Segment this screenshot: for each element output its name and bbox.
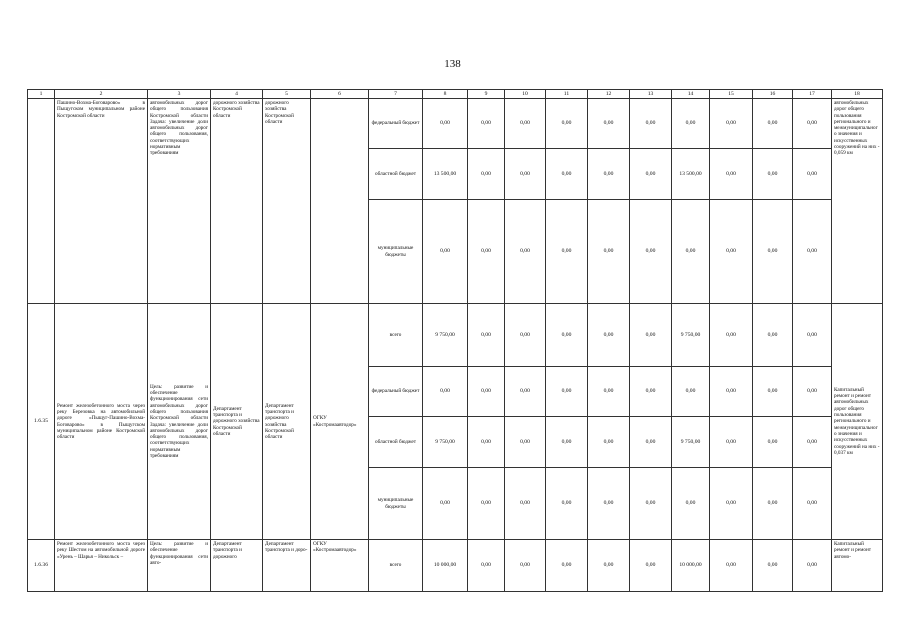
value-cell: 0,00 — [505, 99, 546, 149]
value-cell: 0,00 — [630, 200, 672, 304]
value-cell: 0,00 — [468, 149, 505, 200]
value-cell: 0,00 — [423, 99, 468, 149]
value-cell: 0,00 — [468, 468, 505, 540]
value-cell: 0,00 — [630, 468, 672, 540]
column-number-cell: 4 — [211, 90, 263, 99]
value-cell: 13 500,00 — [672, 149, 710, 200]
value-cell: 0,00 — [546, 468, 588, 540]
value-cell: 10 000,00 — [423, 540, 468, 592]
value-cell: 0,00 — [588, 468, 630, 540]
value-cell: 0,00 — [710, 99, 753, 149]
value-cell: 0,00 — [793, 200, 832, 304]
value-cell: 0,00 — [630, 149, 672, 200]
value-cell: 0,00 — [793, 99, 832, 149]
value-cell: 0,00 — [468, 200, 505, 304]
value-cell: 0,00 — [630, 99, 672, 149]
source-cell: федеральный бюджет — [369, 367, 423, 417]
column-number-cell: 7 — [369, 90, 423, 99]
value-cell: 9 750,00 — [672, 417, 710, 468]
value-cell: 0,00 — [672, 200, 710, 304]
column-number-cell: 15 — [710, 90, 753, 99]
column-number-cell: 18 — [832, 90, 883, 99]
value-cell: 0,00 — [753, 367, 793, 417]
value-cell: 0,00 — [546, 540, 588, 592]
value-cell: 0,00 — [468, 417, 505, 468]
executor-cell — [311, 99, 369, 304]
value-cell: 0,00 — [630, 417, 672, 468]
value-cell: 0,00 — [546, 304, 588, 367]
value-cell: 0,00 — [710, 304, 753, 367]
source-cell: всего — [369, 540, 423, 592]
result-cell: Капитальный ремонт и ремонт автомо- — [832, 540, 883, 592]
value-cell: 0,00 — [630, 540, 672, 592]
value-cell: 0,00 — [423, 367, 468, 417]
value-cell: 0,00 — [505, 200, 546, 304]
value-cell: 0,00 — [588, 304, 630, 367]
value-cell: 0,00 — [588, 99, 630, 149]
executor-cell: ОГКУ «Костромаавтодор» — [311, 304, 369, 540]
activity-name-cell: Ремонт железобетонного моста через реку Березовка на автомобильной дороге «Пыщуг-Пашино-Вохма-Боговарово» в Пыщугском муниципальном районе Костромской области — [55, 304, 148, 540]
row-number-cell: 1.6.36 — [28, 540, 55, 592]
value-cell: 0,00 — [630, 304, 672, 367]
source-cell: областной бюджет — [369, 417, 423, 468]
executor-cell: ОГКУ «Костромаавтодор» — [311, 540, 369, 592]
administrator-cell: дорожного хозяйства Костромской области — [211, 99, 263, 304]
column-number-cell: 14 — [672, 90, 710, 99]
value-cell: 0,00 — [793, 540, 832, 592]
column-number-cell: 9 — [468, 90, 505, 99]
goal-cell: автомобильных дорог общего пользования Костромской области Задача: увеличение доли автомобильных дорог общего пользования, соответствующих нормативным требованиям — [148, 99, 211, 304]
value-cell: 0,00 — [505, 540, 546, 592]
value-cell: 0,00 — [793, 367, 832, 417]
value-cell: 0,00 — [672, 367, 710, 417]
column-number-cell: 11 — [546, 90, 588, 99]
value-cell: 0,00 — [710, 540, 753, 592]
value-cell: 0,00 — [753, 417, 793, 468]
value-cell: 0,00 — [793, 304, 832, 367]
table-row — [28, 99, 883, 149]
value-cell: 0,00 — [710, 468, 753, 540]
table-row — [28, 540, 883, 592]
goal-cell: Цель: развитие и обеспечение функционирования сети автомобильных дорог общего пользования Костромской области Задача: увеличение доли автомобильных дорог общего пользования, соответствующих нормативным требованиям — [148, 304, 211, 540]
value-cell: 0,00 — [630, 367, 672, 417]
value-cell: 0,00 — [546, 99, 588, 149]
value-cell: 0,00 — [468, 99, 505, 149]
value-cell: 0,00 — [793, 149, 832, 200]
value-cell: 0,00 — [753, 540, 793, 592]
activity-name-cell: Пашино-Вохма-Боговарово» в Пыщугском муниципальном районе Костромской области — [55, 99, 148, 304]
program-table — [27, 89, 883, 592]
value-cell: 0,00 — [588, 540, 630, 592]
value-cell: 0,00 — [468, 367, 505, 417]
column-number-cell: 1 — [28, 90, 55, 99]
column-number-cell: 12 — [588, 90, 630, 99]
value-cell: 0,00 — [588, 200, 630, 304]
value-cell: 0,00 — [753, 304, 793, 367]
source-cell: муниципальные бюджеты — [369, 200, 423, 304]
customer-cell: Департамент транспорта и доро- — [263, 540, 311, 592]
column-number-cell: 8 — [423, 90, 468, 99]
value-cell: 13 500,00 — [423, 149, 468, 200]
result-cell: автомобильных дорог общего пользования регионального и межмуниципального значения и искусственных сооружений на них - 0,059 км — [832, 99, 883, 304]
value-cell: 9 750,00 — [423, 304, 468, 367]
value-cell: 0,00 — [710, 200, 753, 304]
value-cell: 0,00 — [753, 149, 793, 200]
value-cell: 0,00 — [505, 367, 546, 417]
activity-name-cell: Ремонт железобетонного моста через реку Шестом на автомобильной дороге «Урень – Шарья – Никольск – — [55, 540, 148, 592]
column-number-cell: 10 — [505, 90, 546, 99]
source-cell: областной бюджет — [369, 149, 423, 200]
value-cell: 0,00 — [468, 304, 505, 367]
value-cell: 0,00 — [672, 99, 710, 149]
value-cell: 0,00 — [753, 99, 793, 149]
goal-cell: Цель: развитие и обеспечение функционирования сети авто- — [148, 540, 211, 592]
column-number-cell: 2 — [55, 90, 148, 99]
value-cell: 0,00 — [672, 468, 710, 540]
column-number-cell: 17 — [793, 90, 832, 99]
source-cell: муниципальные бюджеты — [369, 468, 423, 540]
column-number-header — [28, 90, 883, 99]
administrator-cell: Департамент транспорта и дорожного — [211, 540, 263, 592]
value-cell: 0,00 — [423, 200, 468, 304]
value-cell: 0,00 — [710, 367, 753, 417]
value-cell: 0,00 — [505, 304, 546, 367]
value-cell: 0,00 — [588, 367, 630, 417]
value-cell: 0,00 — [793, 468, 832, 540]
value-cell: 0,00 — [710, 149, 753, 200]
value-cell: 10 000,00 — [672, 540, 710, 592]
column-number-cell: 16 — [753, 90, 793, 99]
source-cell: федеральный бюджет — [369, 99, 423, 149]
customer-cell: Департамент транспорта и дорожного хозяйства Костромской области — [263, 304, 311, 540]
value-cell: 9 750,00 — [672, 304, 710, 367]
value-cell: 0,00 — [468, 540, 505, 592]
value-cell: 0,00 — [710, 417, 753, 468]
value-cell: 0,00 — [505, 417, 546, 468]
page-number: 138 — [444, 58, 461, 70]
row-number-cell: 1.6.35 — [28, 304, 55, 540]
value-cell: 9 750,00 — [423, 417, 468, 468]
column-number-cell: 5 — [263, 90, 311, 99]
result-cell: Капитальный ремонт и ремонт автомобильных дорог общего пользования регионального и межмуниципального значения и искусственных сооружений на них - 0,037 км — [832, 304, 883, 540]
value-cell: 0,00 — [793, 417, 832, 468]
column-number-cell: 13 — [630, 90, 672, 99]
table-row — [28, 304, 883, 367]
source-cell: всего — [369, 304, 423, 367]
value-cell: 0,00 — [505, 149, 546, 200]
value-cell: 0,00 — [753, 200, 793, 304]
administrator-cell: Департамент транспорта и дорожного хозяйства Костромской области — [211, 304, 263, 540]
value-cell: 0,00 — [588, 149, 630, 200]
column-number-cell: 3 — [148, 90, 211, 99]
value-cell: 0,00 — [546, 367, 588, 417]
value-cell: 0,00 — [588, 417, 630, 468]
value-cell: 0,00 — [546, 149, 588, 200]
value-cell: 0,00 — [546, 417, 588, 468]
value-cell: 0,00 — [423, 468, 468, 540]
column-number-cell: 6 — [311, 90, 369, 99]
value-cell: 0,00 — [505, 468, 546, 540]
customer-cell: дорожного хозяйства Костромской области — [263, 99, 311, 304]
value-cell: 0,00 — [546, 200, 588, 304]
row-number-cell — [28, 99, 55, 304]
value-cell: 0,00 — [753, 468, 793, 540]
